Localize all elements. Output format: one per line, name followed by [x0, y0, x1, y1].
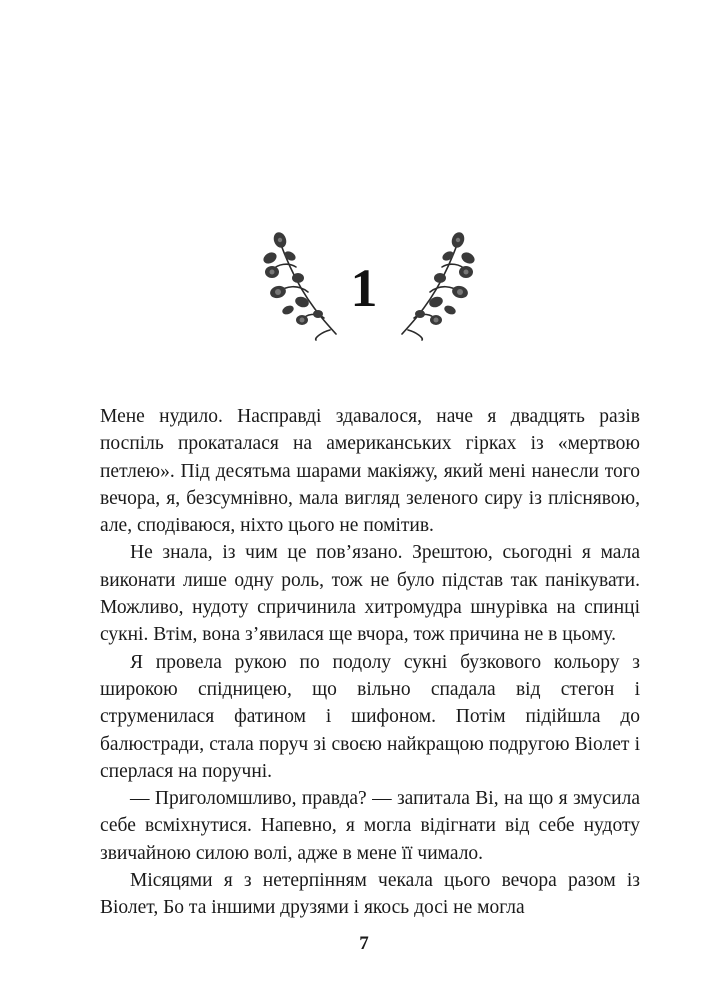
paragraph: Мене нудило. Насправді здавалося, наче я двадцять разів поспіль прокаталася на американських гірках із «мертвою петлею». Під десятьма шарами макіяжу, який мені нанесли того вечора, я, безсумнівно, мала вигляд зеленого сиру із пліснявою, але, сподіваюся, ніхто цього не помітив.: [100, 406, 640, 537]
paragraph: — Приголомшливо, правда? — запитала Ві, на що я змусила себе всміхнутися. Напевно, я могла відігнати від себе нудоту звичайною силою волі, адже в мене її чимало.: [100, 788, 640, 864]
paragraph: Я провела рукою по подолу сукні бузкового кольору з широкою спідницею, що вільно спадала від стегон і струменилася фатином і шифоном. Потім підійшла до балюстради, стала поруч зі своєю найкращою подругою Віолет і сперлася на поручні.: [100, 651, 640, 782]
chapter-number: 1: [350, 258, 378, 318]
page-number: 7: [359, 933, 369, 954]
floral-sprig-icon: [258, 222, 348, 342]
paragraph: Не знала, із чим це пов’язано. Зрештою, сьогодні я мала виконати лише одну роль, тож не було підстав так панікувати. Можливо, нудоту спричинила хитромудра шнурівка на спинці сукні. Втім, вона з’явилася ще вчора, тож причина не в цьому.: [100, 542, 640, 646]
paragraph: Місяцями я з нетерпінням чекала цього вечора разом із Віолет, Бо та іншими друзями і якось досі не могла: [100, 870, 640, 919]
chapter-body: [100, 403, 640, 922]
floral-sprig-icon: [390, 222, 480, 342]
chapter-heading: [0, 222, 728, 342]
